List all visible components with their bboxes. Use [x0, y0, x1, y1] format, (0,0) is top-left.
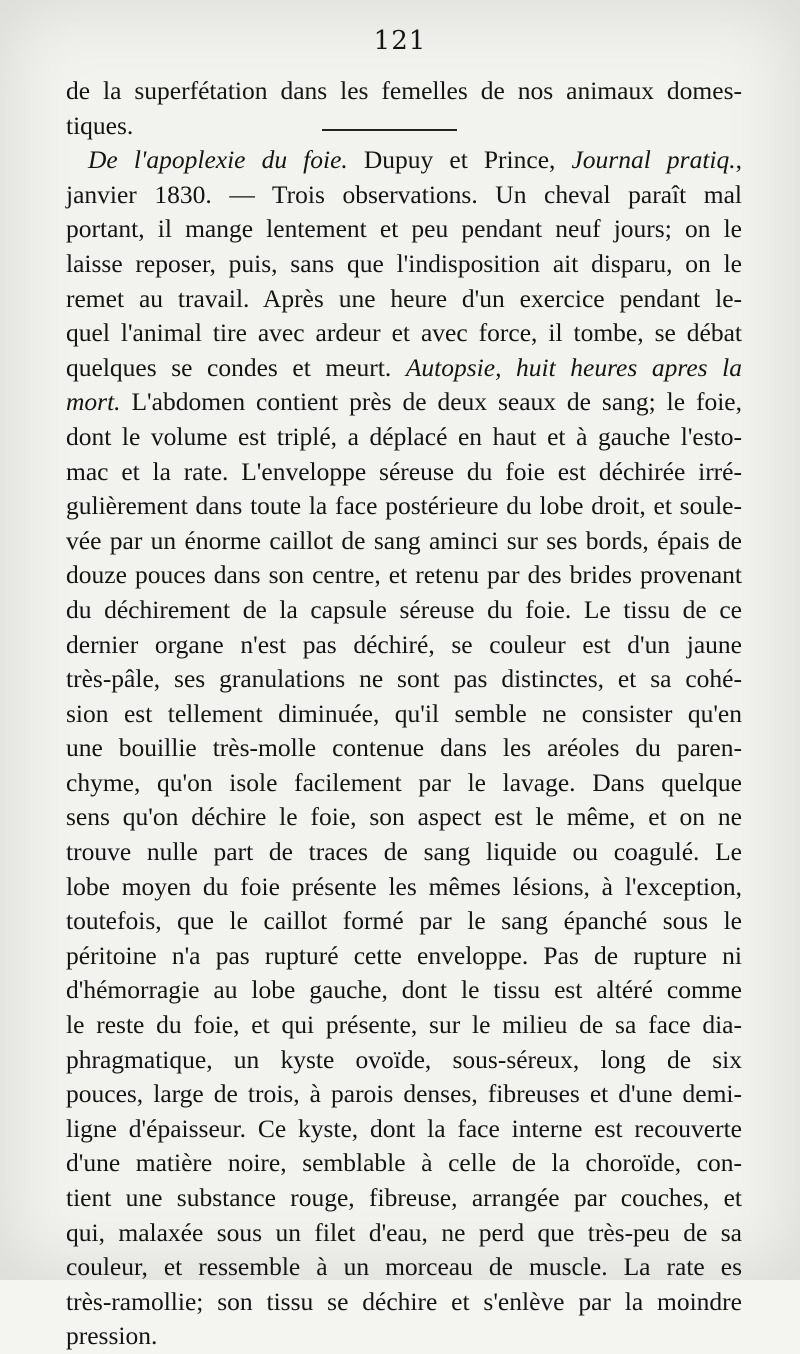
text-line	[66, 1146, 742, 1181]
text-line	[66, 973, 742, 1008]
text-segment: couleur, et ressemble à un morceau de muscle. La rate es	[66, 1252, 742, 1282]
text-segment: d'hémorragie au lobe gauche, dont le tissu est altéré comme	[66, 975, 742, 1005]
text-segment: quelques se condes et meurt.	[66, 352, 406, 382]
text-line	[66, 835, 742, 870]
text-segment: sion est tellement diminuée, qu'il semble ne consister qu'en	[66, 698, 742, 728]
text-line	[66, 420, 742, 455]
text-segment: qui, malaxée sous un filet d'eau, ne perd que très-peu de sa	[66, 1217, 742, 1247]
text-line	[66, 212, 742, 247]
text-line	[66, 351, 742, 386]
text-segment: une bouillie très-molle contenue dans les aréoles du paren-	[66, 733, 742, 763]
text-segment: dernier organe n'est pas déchiré, se couleur est d'un jaune	[66, 629, 742, 659]
text-line	[66, 939, 742, 974]
text-line	[66, 662, 742, 697]
text-line	[66, 766, 742, 801]
text-segment: péritoine n'a pas rupturé cette enveloppe. Pas de rupture ni	[66, 940, 742, 970]
text-line	[66, 800, 742, 835]
text-line	[66, 1008, 742, 1043]
text-segment: vée par un énorme caillot de sang aminci sur ses bords, épais de	[66, 525, 742, 555]
text-segment: le reste du foie, et qui présente, sur le milieu de sa face dia-	[66, 1010, 742, 1040]
text-line	[66, 593, 742, 628]
text-segment: très-pâle, ses granulations ne sont pas distinctes, et sa cohé-	[66, 664, 742, 694]
text-line	[66, 282, 742, 317]
text-segment: d'une matière noire, semblable à celle de la choroïde, con-	[66, 1148, 742, 1178]
text-line	[66, 74, 742, 109]
text-line	[66, 1250, 742, 1285]
text-segment: laisse reposer, puis, sans que l'indisposition ait disparu, on le	[66, 248, 742, 278]
text-segment: chyme, qu'on isole facilement par le lavage. Dans quelque	[66, 767, 742, 797]
text-segment: douze pouces dans son centre, et retenu par des brides provenant	[66, 560, 742, 590]
text-line	[66, 524, 742, 559]
text-line	[66, 558, 742, 593]
text-line	[66, 697, 742, 732]
text-segment: très-ramollie; son tissu se déchire et s'enlève par la moindre	[66, 1286, 742, 1316]
text-line	[66, 1077, 742, 1112]
italic-text-segment: mort.	[66, 387, 121, 417]
italic-text-segment: Journal pratiq.	[571, 145, 736, 175]
text-line	[66, 1319, 742, 1354]
text-segment: gulièrement dans toute la face postérieure du lobe droit, et soule-	[66, 491, 742, 521]
text-segment: remet au travail. Après une heure d'un exercice pendant le-	[66, 283, 742, 313]
text-segment: trouve nulle part de traces de sang liquide ou coagulé. Le	[66, 837, 742, 867]
text-line	[66, 1285, 742, 1320]
page-number: 121	[373, 26, 427, 56]
text-line	[66, 178, 742, 213]
text-segment: ,	[735, 145, 742, 175]
text-line	[66, 1216, 742, 1251]
text-line	[66, 1043, 742, 1078]
text-line	[66, 455, 742, 490]
text-line	[66, 1181, 742, 1216]
text-segment: du déchirement de la capsule séreuse du foie. Le tissu de ce	[66, 594, 742, 624]
text-segment: sens qu'on déchire le foie, son aspect est le même, et on ne	[66, 802, 742, 832]
text-line	[66, 316, 742, 351]
text-line	[66, 731, 742, 766]
text-segment: portant, il mange lentement et peu pendant neuf jours; on le	[66, 214, 742, 244]
text-line	[66, 1112, 742, 1147]
text-line	[66, 143, 742, 178]
text-segment: pression.	[66, 1321, 158, 1351]
body-text	[66, 74, 742, 1354]
text-line	[66, 247, 742, 282]
text-segment: tiques.	[66, 110, 134, 140]
text-line	[66, 109, 742, 144]
text-segment: pouces, large de trois, à parois denses, fibreuses et d'une demi-	[66, 1079, 742, 1109]
italic-text-segment: De l'apoplexie du foie.	[88, 145, 348, 175]
text-line	[66, 628, 742, 663]
text-segment: mac et la rate. L'enveloppe séreuse du foie est déchirée irré-	[66, 456, 742, 486]
text-segment: quel l'animal tire avec ardeur et avec force, il tombe, se débat	[66, 318, 742, 348]
text-line	[66, 489, 742, 524]
text-segment: lobe moyen du foie présente les mêmes lésions, à l'exception,	[66, 871, 742, 901]
text-segment: de la superfétation dans les femelles de nos animaux domes-	[66, 76, 742, 105]
text-segment: L'abdomen contient près de deux seaux de sang; le foie,	[120, 387, 742, 417]
italic-text-segment: Autopsie, huit heures apres la	[405, 352, 742, 382]
text-segment: toutefois, que le caillot formé par le sang épanché sous le	[66, 906, 742, 936]
text-line	[66, 385, 742, 420]
text-line	[66, 870, 742, 905]
text-segment: ligne d'épaisseur. Ce kyste, dont la face interne est recouverte	[66, 1113, 742, 1143]
text-segment: dont le volume est triplé, a déplacé en haut et à gauche l'esto-	[66, 421, 742, 451]
text-segment: tient une substance rouge, fibreuse, arrangée par couches, et	[66, 1183, 742, 1212]
text-line	[66, 904, 742, 939]
text-segment: phragmatique, un kyste ovoïde, sous-séreux, long de six	[66, 1044, 742, 1074]
text-segment: janvier 1830. — Trois observations. Un cheval paraît mal	[66, 179, 742, 209]
text-segment: Dupuy et Prince,	[347, 145, 572, 175]
